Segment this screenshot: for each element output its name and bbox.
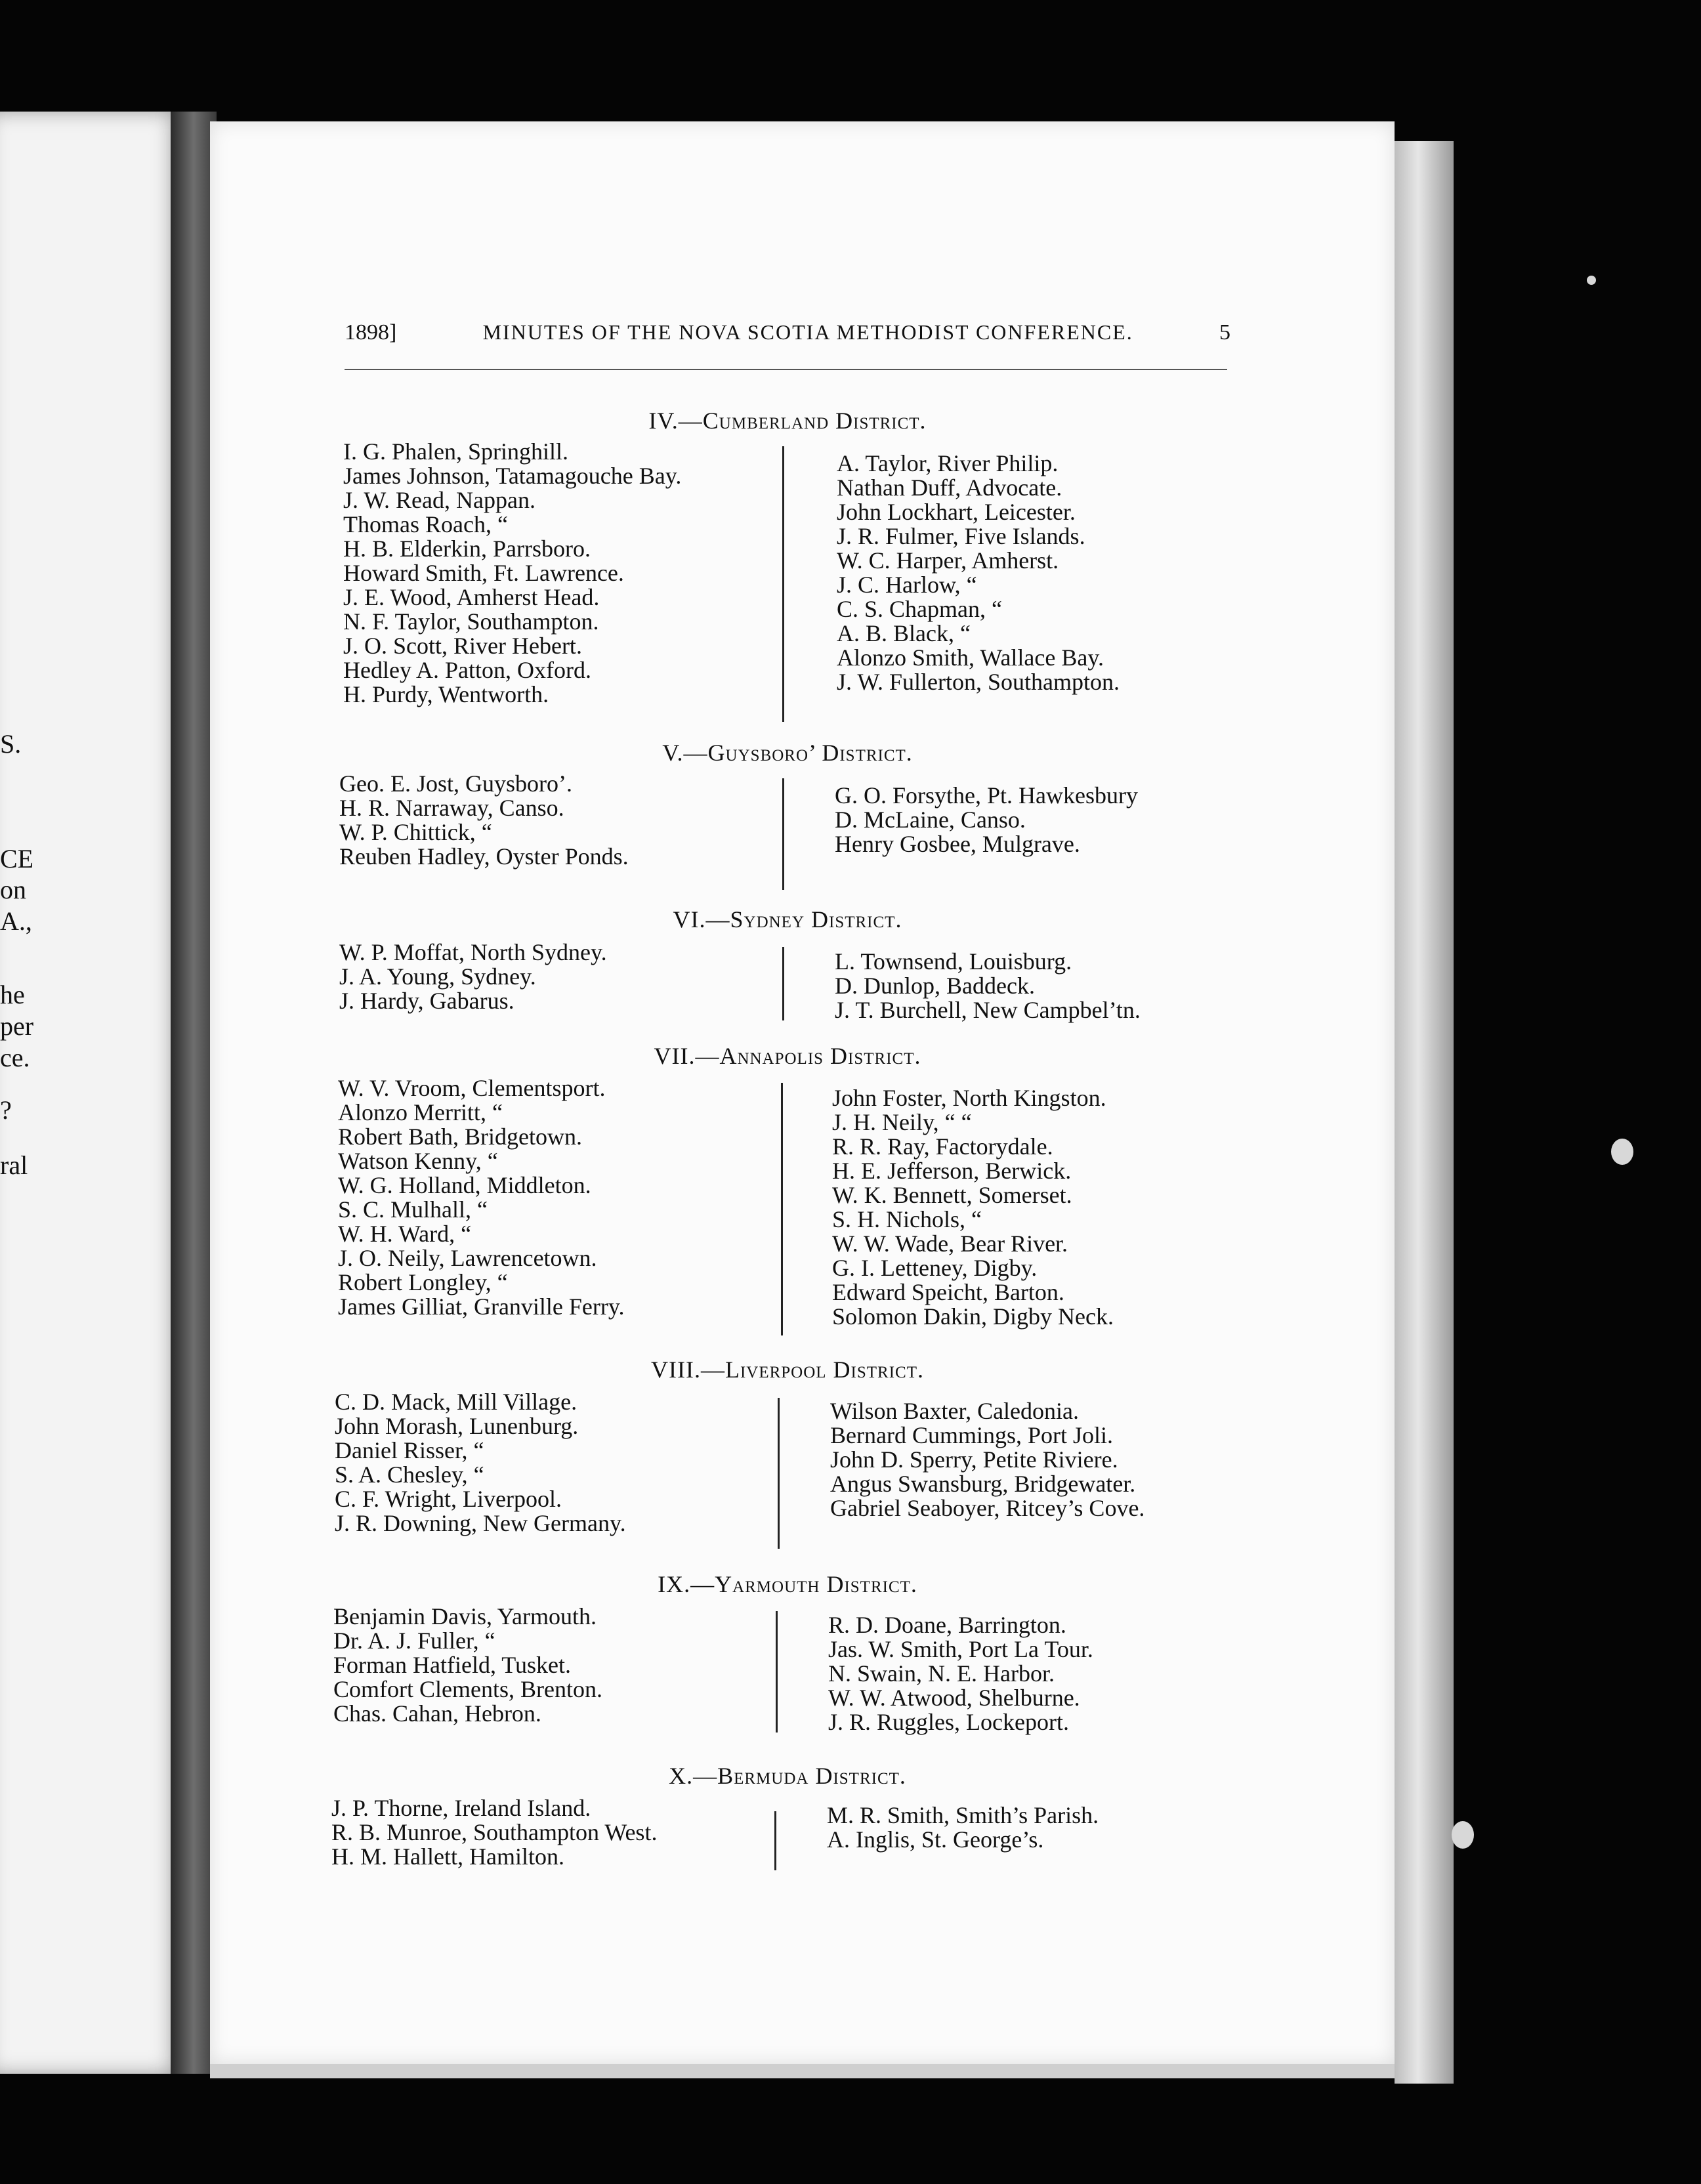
appointment-entry: D. McLaine, Canso. [835, 807, 1026, 833]
appointment-entry: C. F. Wright, Liverpool. [335, 1486, 562, 1512]
appointment-entry: N. F. Taylor, Southampton. [343, 608, 599, 635]
appointment-entry: J. A. Young, Sydney. [339, 963, 536, 990]
district-right-column [827, 1803, 1099, 1852]
column-divider [782, 778, 784, 890]
appointment-entry: A. B. Black, “ [837, 620, 971, 646]
appointment-entry: H. Purdy, Wentworth. [343, 681, 549, 707]
district-right-column [835, 784, 1138, 856]
appointment-entry: W. C. Harper, Amherst. [837, 547, 1059, 574]
appointment-entry: G. O. Forsythe, Pt. Hawkesbury [835, 782, 1138, 808]
district-left-column [333, 1605, 602, 1726]
appointment-entry: Dr. A. J. Fuller, “ [333, 1628, 495, 1654]
appointment-entry: H. R. Narraway, Canso. [339, 795, 564, 821]
running-head-title: MINUTES OF THE NOVA SCOTIA METHODIST CONFERENCE. [482, 320, 1133, 344]
appointment-entry: H. B. Elderkin, Parrsboro. [343, 536, 591, 562]
appointment-entry: John Morash, Lunenburg. [335, 1413, 579, 1439]
appointment-entry: Geo. E. Jost, Guysboro’. [339, 770, 572, 797]
previous-page-fragment: per [0, 1011, 34, 1041]
appointment-entry: J. H. Neily, “ “ [832, 1109, 972, 1135]
running-head [345, 320, 1230, 345]
appointment-entry: L. Townsend, Louisburg. [835, 948, 1072, 975]
district-right-column [837, 452, 1120, 694]
appointment-entry: Bernard Cummings, Port Joli. [830, 1422, 1113, 1448]
appointment-entry: Reuben Hadley, Oyster Ponds. [339, 843, 629, 870]
appointment-entry: S. A. Chesley, “ [335, 1461, 484, 1488]
appointment-entry: W. V. Vroom, Clementsport. [338, 1075, 606, 1101]
appointment-entry: J. O. Scott, River Hebert. [343, 633, 582, 659]
appointment-entry: Benjamin Davis, Yarmouth. [333, 1603, 597, 1629]
previous-page-fragment: CE [0, 844, 34, 873]
appointment-entry: John Lockhart, Leicester. [837, 499, 1076, 525]
page-number: 5 [1219, 320, 1230, 345]
appointment-entry: Thomas Roach, “ [343, 511, 508, 537]
appointment-entry: Edward Speicht, Barton. [832, 1279, 1064, 1305]
district-left-column [339, 772, 629, 869]
appointment-entry: J. T. Burchell, New Campbel’tn. [835, 997, 1141, 1023]
appointment-entry: Robert Longley, “ [338, 1269, 508, 1295]
appointment-entry: J. P. Thorne, Ireland Island. [331, 1795, 591, 1821]
previous-page-fragment: on [0, 875, 26, 904]
district-right-column [830, 1399, 1144, 1521]
appointment-entry: Henry Gosbee, Mulgrave. [835, 831, 1080, 857]
previous-page [0, 112, 184, 2074]
district-heading: VIII.—Liverpool District. [650, 1356, 924, 1383]
appointment-entry: S. H. Nichols, “ [832, 1206, 982, 1232]
district-heading: VI.—Sydney District. [673, 906, 902, 933]
appointment-entry: Angus Swansburg, Bridgewater. [830, 1471, 1136, 1497]
appointment-entry: Howard Smith, Ft. Lawrence. [343, 560, 624, 586]
district-right-column [828, 1613, 1093, 1734]
appointment-entry: C. D. Mack, Mill Village. [335, 1389, 578, 1415]
appointment-entry: James Johnson, Tatamagouche Bay. [343, 463, 682, 489]
appointment-entry: John D. Sperry, Petite Riviere. [830, 1446, 1118, 1473]
appointment-entry: W. G. Holland, Middleton. [338, 1172, 591, 1198]
appointment-entry: Alonzo Smith, Wallace Bay. [837, 644, 1104, 671]
district-right-column [832, 1086, 1114, 1329]
appointment-entry: Comfort Clements, Brenton. [333, 1676, 602, 1702]
header-rule [345, 369, 1227, 370]
appointment-entry: H. M. Hallett, Hamilton. [331, 1843, 564, 1870]
appointment-entry: Nathan Duff, Advocate. [837, 474, 1062, 501]
previous-page-fragment: he [0, 980, 25, 1009]
previous-page-fragment: ? [0, 1095, 12, 1125]
appointment-entry: D. Dunlop, Baddeck. [835, 973, 1035, 999]
appointment-entry: R. B. Munroe, Southampton West. [331, 1819, 658, 1845]
appointment-entry: W. K. Bennett, Somerset. [832, 1182, 1072, 1208]
appointment-entry: M. R. Smith, Smith’s Parish. [827, 1802, 1099, 1828]
appointment-entry: H. E. Jefferson, Berwick. [832, 1158, 1072, 1184]
appointment-entry: A. Taylor, River Philip. [837, 450, 1059, 476]
column-divider [781, 1083, 783, 1335]
page-edge [1395, 141, 1454, 2084]
running-head-year: 1898] [345, 320, 397, 345]
appointment-entry: J. R. Downing, New Germany. [335, 1510, 626, 1536]
appointment-entry: Chas. Cahan, Hebron. [333, 1700, 541, 1727]
district-right-column [835, 950, 1141, 1022]
appointment-entry: I. G. Phalen, Springhill. [343, 438, 568, 465]
appointment-entry: J. R. Fulmer, Five Islands. [837, 523, 1085, 549]
appointment-entry: W. P. Moffat, North Sydney. [339, 939, 607, 965]
appointment-entry: G. I. Letteney, Digby. [832, 1255, 1038, 1281]
appointment-entry: J. W. Fullerton, Southampton. [837, 669, 1120, 695]
scan-speck [1452, 1821, 1474, 1849]
appointment-entry: A. Inglis, St. George’s. [827, 1826, 1044, 1853]
previous-page-fragment: S. [0, 729, 22, 759]
appointment-entry: Forman Hatfield, Tusket. [333, 1652, 572, 1678]
district-left-column [335, 1390, 626, 1536]
appointment-entry: N. Swain, N. E. Harbor. [828, 1660, 1055, 1687]
scan-speck [1611, 1139, 1633, 1165]
district-heading: X.—Bermuda District. [669, 1763, 906, 1789]
district-left-column [338, 1076, 625, 1319]
appointment-entry: J. Hardy, Gabarus. [339, 988, 514, 1014]
previous-page-fragment: A., [0, 906, 32, 936]
column-divider [782, 947, 784, 1020]
appointment-entry: R. D. Doane, Barrington. [828, 1612, 1066, 1638]
appointment-entry: Gabriel Seaboyer, Ritcey’s Cove. [830, 1495, 1145, 1521]
district-heading: VII.—Annapolis District. [654, 1043, 921, 1069]
appointment-entry: Alonzo Merritt, “ [338, 1099, 503, 1125]
previous-page-fragment: ce. [0, 1043, 30, 1072]
appointment-entry: Daniel Risser, “ [335, 1437, 484, 1463]
column-divider [782, 446, 784, 722]
appointment-entry: J. W. Read, Nappan. [343, 487, 536, 513]
appointment-entry: Robert Bath, Bridgetown. [338, 1124, 582, 1150]
appointment-entry: Wilson Baxter, Caledonia. [830, 1398, 1080, 1424]
district-left-column [331, 1796, 657, 1869]
scan-speck [1587, 276, 1596, 285]
district-left-column [339, 940, 607, 1013]
column-divider [778, 1398, 780, 1549]
appointment-entry: John Foster, North Kingston. [832, 1085, 1106, 1111]
appointment-entry: Watson Kenny, “ [338, 1148, 498, 1174]
appointment-entry: J. O. Neily, Lawrencetown. [338, 1245, 597, 1271]
appointment-entry: R. R. Ray, Factorydale. [832, 1133, 1053, 1160]
column-divider [776, 1611, 778, 1732]
district-left-column [343, 440, 681, 707]
appointment-entry: W. P. Chittick, “ [339, 819, 492, 845]
appointment-entry: W. W. Atwood, Shelburne. [828, 1685, 1080, 1711]
column-divider [774, 1811, 776, 1870]
appointment-entry: J. C. Harlow, “ [837, 572, 977, 598]
appointment-entry: J. E. Wood, Amherst Head. [343, 584, 600, 610]
appointment-entry: Jas. W. Smith, Port La Tour. [828, 1636, 1093, 1662]
district-heading: V.—Guysboro’ District. [662, 740, 913, 766]
appointment-entry: S. C. Mulhall, “ [338, 1196, 488, 1223]
previous-page-fragment: ral [0, 1150, 28, 1180]
appointment-entry: Hedley A. Patton, Oxford. [343, 657, 591, 683]
appointment-entry: J. R. Ruggles, Lockeport. [828, 1709, 1069, 1735]
appointment-entry: W. H. Ward, “ [338, 1221, 472, 1247]
appointment-entry: Solomon Dakin, Digby Neck. [832, 1303, 1114, 1330]
appointment-entry: James Gilliat, Granville Ferry. [338, 1293, 625, 1320]
appointment-entry: W. W. Wade, Bear River. [832, 1230, 1068, 1257]
appointment-entry: C. S. Chapman, “ [837, 596, 1002, 622]
district-heading: IV.—Cumberland District. [648, 408, 927, 434]
district-heading: IX.—Yarmouth District. [658, 1571, 917, 1597]
